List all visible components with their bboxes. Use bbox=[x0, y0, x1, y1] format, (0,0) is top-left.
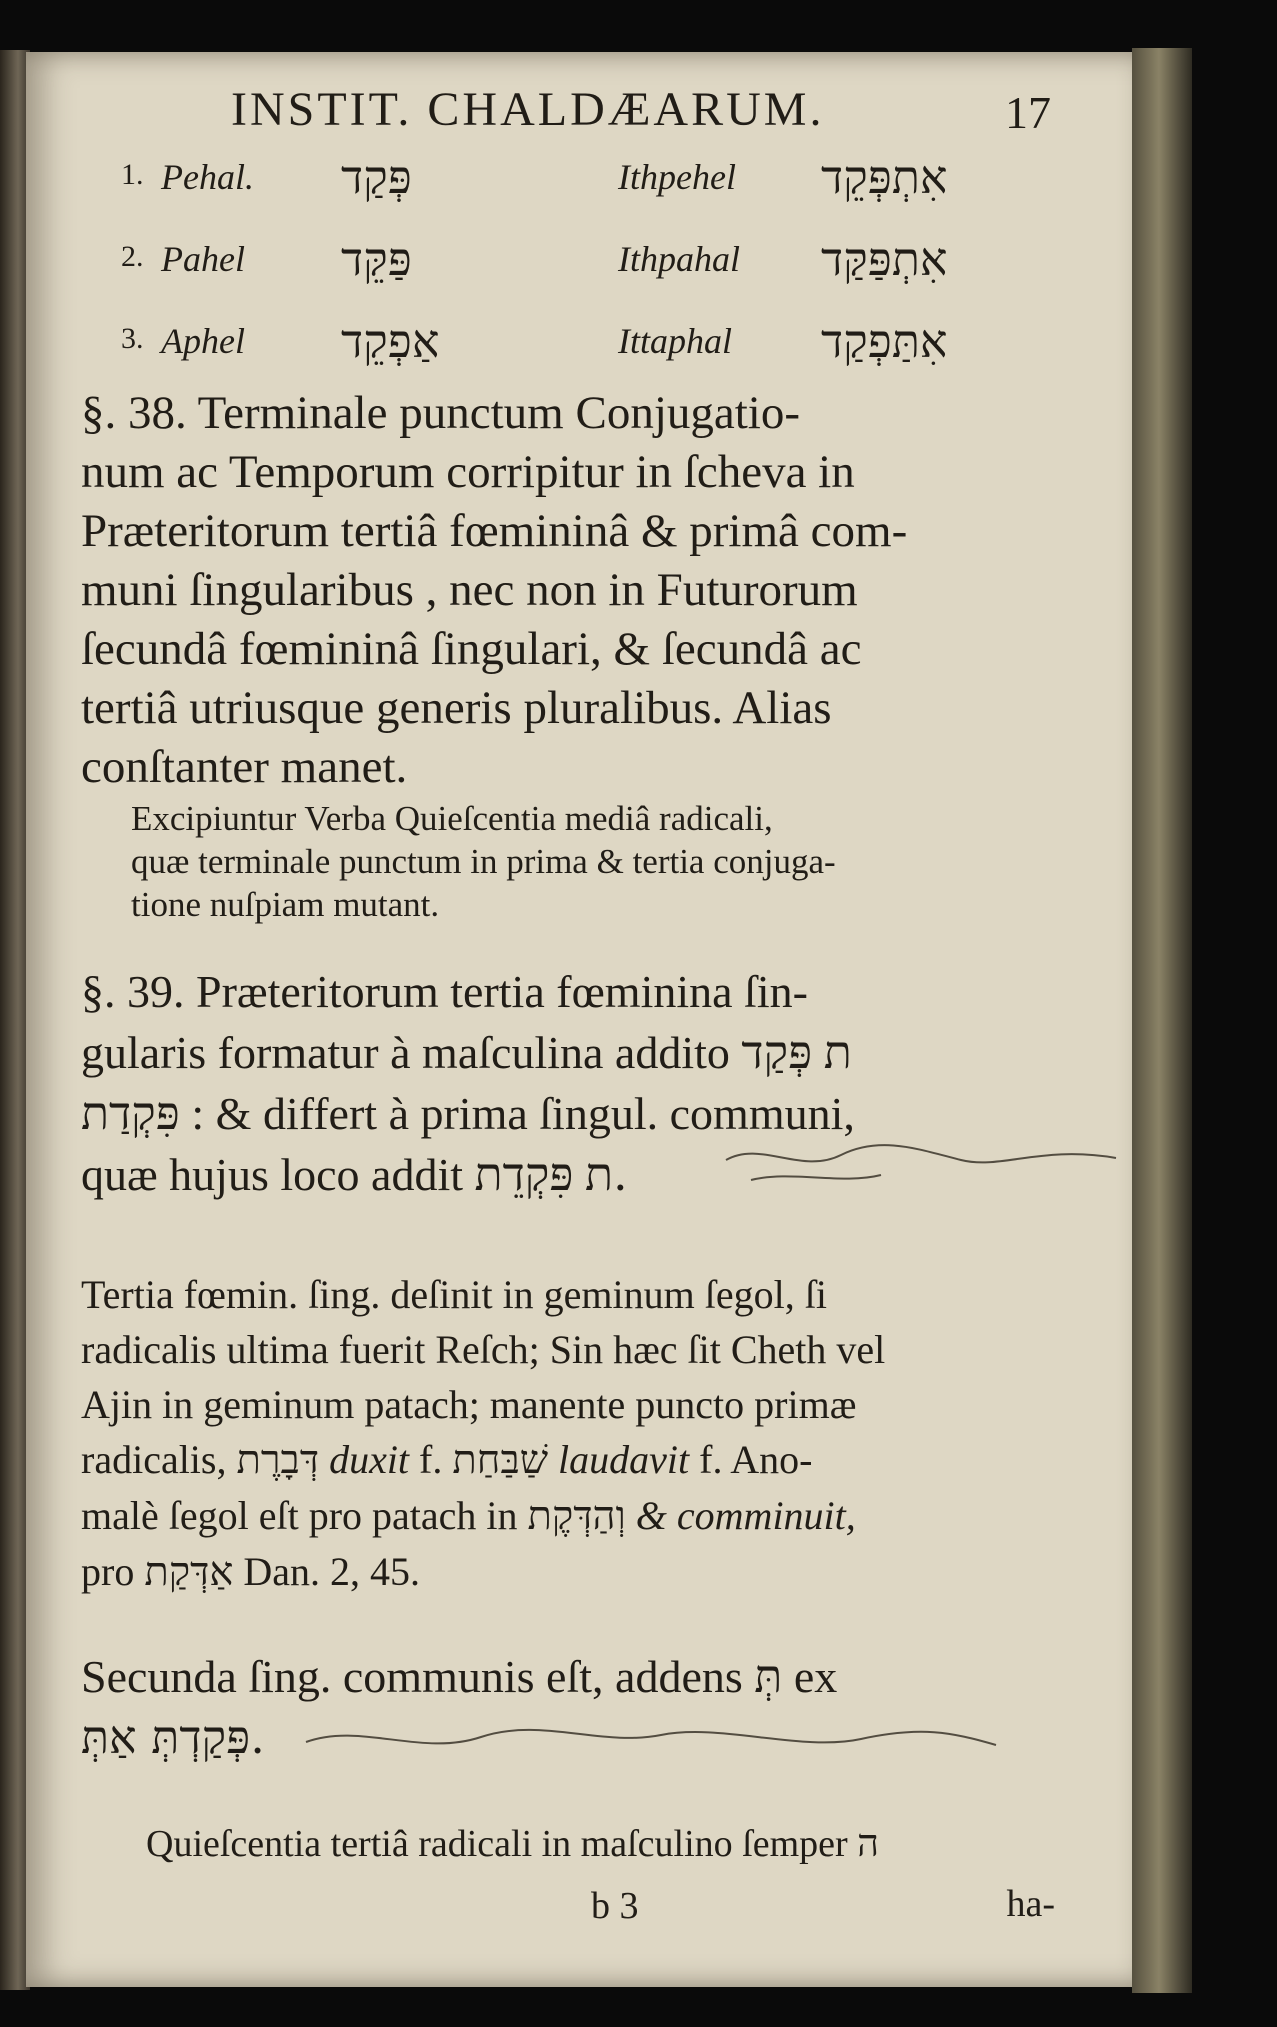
catchword: ha- bbox=[1006, 1883, 1055, 1925]
text-line: quæ terminale punctum in prima & tertia conjuga- bbox=[131, 842, 836, 881]
text-line: num ac Temporum corripitur in ſcheva in bbox=[81, 446, 855, 498]
conjugation-hebrew: פַּקֵּד bbox=[341, 232, 412, 286]
text-span: f. bbox=[419, 1437, 443, 1482]
page-number: 17 bbox=[1005, 87, 1051, 138]
book-page bbox=[26, 52, 1150, 1987]
conjugation-row bbox=[121, 232, 1021, 314]
running-head bbox=[231, 82, 1051, 142]
conjugation-number: 1. bbox=[121, 158, 144, 191]
text-line: radicalis ultima fuerit Reſch; Sin hæc ſit Cheth vel bbox=[81, 1327, 886, 1372]
hebrew-word: שַׁבַּחַת bbox=[452, 1437, 549, 1483]
text-span: : & differt à prima ſingul. communi, bbox=[191, 1088, 855, 1139]
text-line: Præteritorum tertiâ fœmininâ & primâ com- bbox=[81, 505, 908, 557]
latin-gloss: & comminuit, bbox=[635, 1493, 856, 1538]
conjugation-number: 2. bbox=[121, 240, 144, 273]
text-line: §. 39. Præteritorum tertia fœminina ſin- bbox=[81, 966, 808, 1017]
text-line bbox=[81, 1488, 1031, 1544]
running-title: INSTIT. CHALDÆARUM. bbox=[231, 83, 825, 136]
handwritten-annotation bbox=[721, 1130, 1121, 1190]
hebrew-word: דְּבָרֶת bbox=[236, 1437, 320, 1483]
book-spine bbox=[1132, 48, 1192, 1993]
text-span: f. Ano- bbox=[699, 1437, 813, 1482]
text-line: tertiâ utriusque generis pluralibus. Alias bbox=[81, 682, 832, 734]
conjugation-number: 3. bbox=[121, 322, 144, 355]
section-38 bbox=[81, 384, 1041, 797]
text-line: ſecundâ fœmininâ ſingulari, & ſecundâ ac bbox=[81, 623, 862, 675]
conjugation-name: Pehal. bbox=[161, 157, 254, 197]
bottom-text-line: Quieſcentia tertiâ radicali in maſculino ſemper ה bbox=[146, 1823, 880, 1865]
text-line bbox=[81, 1432, 1031, 1488]
conjugation-hebrew-reflexive: אִתְפַּקַּד bbox=[821, 232, 948, 286]
hebrew-word: אַדְּקַת bbox=[144, 1549, 234, 1595]
handwritten-annotation bbox=[301, 1717, 1001, 1767]
text-line: Tertia fœmin. ſing. deſinit in geminum ſegol, ſi bbox=[81, 1272, 827, 1317]
feminine-note bbox=[81, 1267, 1031, 1600]
text-line: Excipiuntur Verba Quieſcentia mediâ radicali, bbox=[131, 799, 773, 838]
text-line: conſtanter manet. bbox=[81, 741, 408, 793]
hebrew-word: וְהַדְּקֶת bbox=[527, 1493, 626, 1539]
conjugation-row bbox=[121, 150, 1021, 232]
signature-mark: b 3 bbox=[591, 1885, 639, 1927]
conjugation-hebrew: אַפְקֵד bbox=[341, 314, 440, 368]
text-span: Dan. 2, 45. bbox=[243, 1549, 421, 1594]
conjugation-table bbox=[121, 150, 1021, 396]
text-line: Ajin in geminum patach; manente puncto primæ bbox=[81, 1382, 857, 1427]
text-line: tione nuſpiam mutant. bbox=[131, 885, 440, 924]
text-span: pro bbox=[81, 1549, 135, 1594]
latin-gloss: duxit bbox=[329, 1437, 410, 1482]
text-line: Secunda ſing. communis eſt, addens תְּ ex bbox=[81, 1651, 838, 1702]
hebrew-word: פְּקַד bbox=[741, 1025, 813, 1079]
conjugation-name-reflexive: Ithpahal bbox=[618, 239, 740, 279]
text-span: gularis formatur à maſculina addito ת bbox=[81, 1027, 852, 1078]
text-line: §. 38. Terminale punctum Conjugatio- bbox=[81, 387, 800, 439]
conjugation-name-reflexive: Ithpehel bbox=[618, 157, 736, 197]
latin-gloss: laudavit bbox=[558, 1437, 690, 1482]
exception-note bbox=[131, 797, 1031, 926]
conjugation-name: Pahel bbox=[161, 239, 245, 279]
hebrew-word: פִּקְדַת bbox=[81, 1086, 180, 1140]
text-line: muni ſingularibus , nec non in Futurorum bbox=[81, 564, 858, 616]
text-span: radicalis, bbox=[81, 1437, 227, 1482]
conjugation-name: Aphel bbox=[161, 321, 245, 361]
text-span: malè ſegol eſt pro patach in bbox=[81, 1493, 518, 1538]
conjugation-hebrew-reflexive: אִתְפְּקֵד bbox=[821, 150, 948, 204]
text-line bbox=[81, 1544, 1031, 1600]
conjugation-hebrew: פְּקַד bbox=[341, 150, 412, 204]
text-span: quæ hujus loco addit ת bbox=[81, 1149, 614, 1200]
conjugation-hebrew-reflexive: אִתַּפְקַד bbox=[821, 314, 948, 368]
text-line bbox=[81, 1022, 1041, 1083]
hebrew-word: פִּקְדֵת. bbox=[474, 1147, 628, 1201]
conjugation-name-reflexive: Ittaphal bbox=[618, 321, 732, 361]
hebrew-word: פְּקַדְתְּ אַתְּ. bbox=[81, 1710, 265, 1764]
